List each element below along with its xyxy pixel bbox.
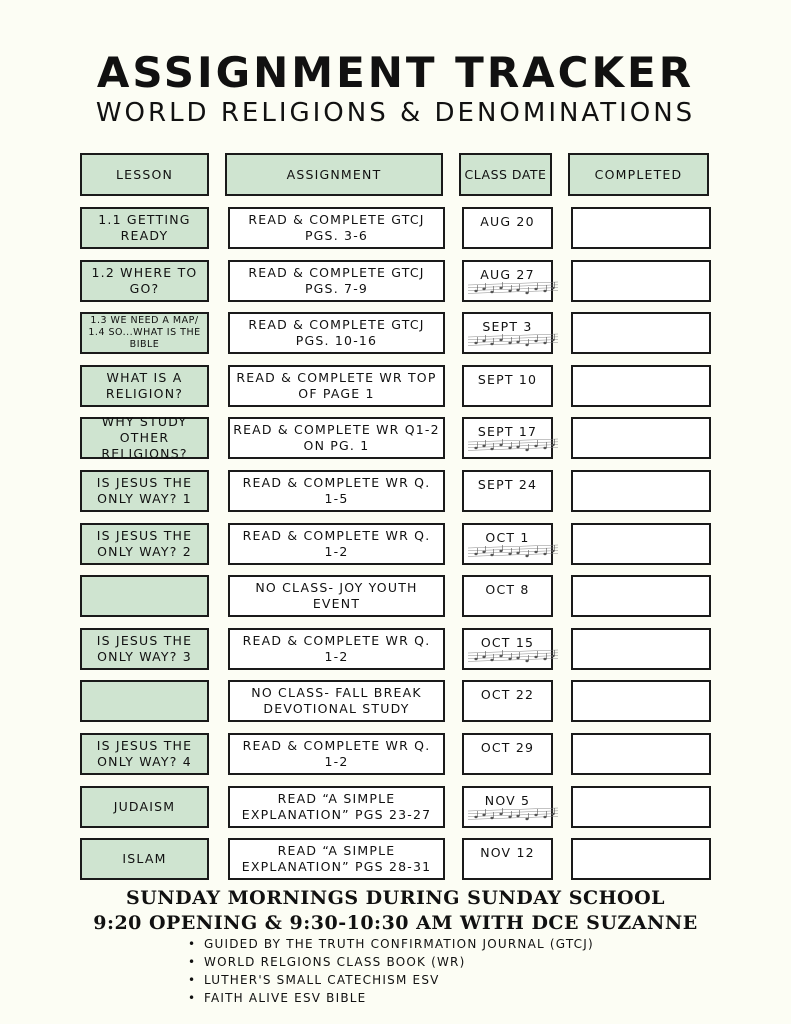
lesson-cell-text: IS JESUS THE ONLY WAY? 4 [96,738,193,769]
assignment-cell [228,260,445,302]
lesson-cell-text: JUDAISM [113,799,176,814]
lesson-cell-text: WHAT IS A RELIGION? [105,370,184,401]
assignment-cell-text: READ & COMPLETE GTCJ PGS. 10-16 [248,317,425,348]
class-date-cell [462,365,553,407]
schedule-line-2: 9:20 OPENING & 9:30-10:30 AM WITH DCE SUZANNE [93,912,698,934]
class-date-cell-text: OCT 1 [485,530,530,545]
lesson-cell [80,786,209,828]
assignment-cell [228,523,445,565]
music-notes-icon [468,807,558,823]
class-date-cell-text: SEPT 3 [482,319,533,334]
completed-checkbox[interactable] [571,680,711,722]
class-date-cell [462,733,553,775]
list-item: • LUTHER'S SMALL CATECHISM ESV [188,971,594,989]
assignment-cell [228,680,445,722]
lesson-cell [80,312,209,354]
assignment-cell-text: READ & COMPLETE WR Q. 1-2 [242,633,431,664]
list-item: • GUIDED BY THE TRUTH CONFIRMATION JOURNAL (GTCJ) [188,935,594,953]
assignment-cell-text: READ “A SIMPLE EXPLANATION” PGS 28-31 [241,843,432,874]
class-date-cell [462,312,553,354]
assignment-cell-text: READ & COMPLETE GTCJ PGS. 7-9 [248,265,425,296]
list-item: • FAITH ALIVE ESV BIBLE [188,989,594,1007]
lesson-cell [80,523,209,565]
music-notes-icon [468,281,558,297]
lesson-cell [80,575,209,617]
completed-checkbox[interactable] [571,470,711,512]
assignment-cell-text: READ “A SIMPLE EXPLANATION” PGS 23-27 [241,791,432,822]
class-date-cell [462,260,553,302]
class-date-cell [462,628,553,670]
completed-checkbox[interactable] [571,365,711,407]
assignment-cell-text: READ & COMPLETE WR Q. 1-2 [242,738,431,769]
lesson-cell-text: ISLAM [122,851,167,866]
class-date-cell [462,680,553,722]
header-lesson: LESSON [80,153,209,196]
assignment-cell-text: NO CLASS- JOY YOUTH EVENT [255,580,418,611]
class-date-cell-text: SEPT 24 [477,477,538,492]
class-date-cell [462,207,553,249]
assignment-cell [228,575,445,617]
lesson-cell-text: IS JESUS THE ONLY WAY? 3 [96,633,193,664]
assignment-cell [228,312,445,354]
completed-checkbox[interactable] [571,733,711,775]
music-notes-icon [468,438,558,454]
assignment-cell-text: READ & COMPLETE WR Q. 1-5 [242,475,431,506]
completed-checkbox[interactable] [571,786,711,828]
class-date-cell-text: AUG 20 [480,214,535,229]
class-date-cell-text: OCT 15 [480,635,535,650]
class-date-cell-text: OCT 22 [480,687,535,702]
assignment-cell-text: READ & COMPLETE GTCJ PGS. 3-6 [248,212,425,243]
header-class-date: CLASS DATE [459,153,552,196]
lesson-cell [80,628,209,670]
class-date-cell-text: OCT 29 [480,740,535,755]
class-date-cell-text: SEPT 17 [477,424,538,439]
list-item: • WORLD RELGIONS CLASS BOOK (WR) [188,953,594,971]
page-subtitle: WORLD RELIGIONS & DENOMINATIONS [95,98,696,128]
class-date-cell [462,838,553,880]
class-date-cell [462,575,553,617]
lesson-cell-text: 1.1 GETTING READY [98,212,191,243]
music-notes-icon [468,333,558,349]
class-date-cell-text: OCT 8 [485,582,530,597]
assignment-cell [228,417,445,459]
assignment-cell [228,470,445,512]
lesson-cell-text: IS JESUS THE ONLY WAY? 2 [96,528,193,559]
schedule-line-1: SUNDAY MORNINGS DURING SUNDAY SCHOOL [126,887,665,909]
class-date-cell [462,523,553,565]
assignment-cell [228,838,445,880]
class-date-cell [462,470,553,512]
music-notes-icon [468,649,558,665]
resource-list [188,935,594,1007]
class-date-cell-text: NOV 12 [480,845,535,860]
header-assignment: ASSIGNMENT [225,153,443,196]
assignment-cell-text: READ & COMPLETE WR Q. 1-2 [242,528,431,559]
class-date-cell-text: SEPT 10 [477,372,538,387]
lesson-cell [80,414,209,461]
lesson-cell [80,733,209,775]
assignment-cell-text: READ & COMPLETE WR TOP OF PAGE 1 [236,370,437,401]
assignment-cell [228,628,445,670]
class-date-cell-text: NOV 5 [484,793,531,808]
assignment-cell [228,365,445,407]
completed-checkbox[interactable] [571,417,711,459]
completed-checkbox[interactable] [571,312,711,354]
lesson-cell [80,838,209,880]
class-date-cell-text: AUG 27 [480,267,535,282]
header-completed: COMPLETED [568,153,709,196]
completed-checkbox[interactable] [571,575,711,617]
completed-checkbox[interactable] [571,838,711,880]
lesson-cell-text: IS JESUS THE ONLY WAY? 1 [96,475,193,506]
completed-checkbox[interactable] [571,260,711,302]
assignment-cell [228,207,445,249]
lesson-cell [80,680,209,722]
assignment-cell [228,733,445,775]
completed-checkbox[interactable] [571,628,711,670]
page-title: ASSIGNMENT TRACKER [96,48,695,97]
lesson-cell-text: 1.2 WHERE TO GO? [91,265,198,296]
lesson-cell-text: WHY STUDY OTHER RELIGIONS? [101,414,188,461]
assignment-cell-text: READ & COMPLETE WR Q1-2 ON PG. 1 [233,422,440,453]
lesson-cell-text: 1.3 WE NEED A MAP/ 1.4 SO...WHAT IS THE BIBLE [88,315,201,350]
class-date-cell [462,786,553,828]
lesson-cell [80,207,209,249]
assignment-cell-text: NO CLASS- FALL BREAK DEVOTIONAL STUDY [251,685,422,716]
music-notes-icon [468,544,558,560]
class-date-cell [462,417,553,459]
lesson-cell [80,260,209,302]
completed-checkbox[interactable] [571,523,711,565]
lesson-cell [80,470,209,512]
assignment-cell [228,786,445,828]
lesson-cell [80,365,209,407]
completed-checkbox[interactable] [571,207,711,249]
